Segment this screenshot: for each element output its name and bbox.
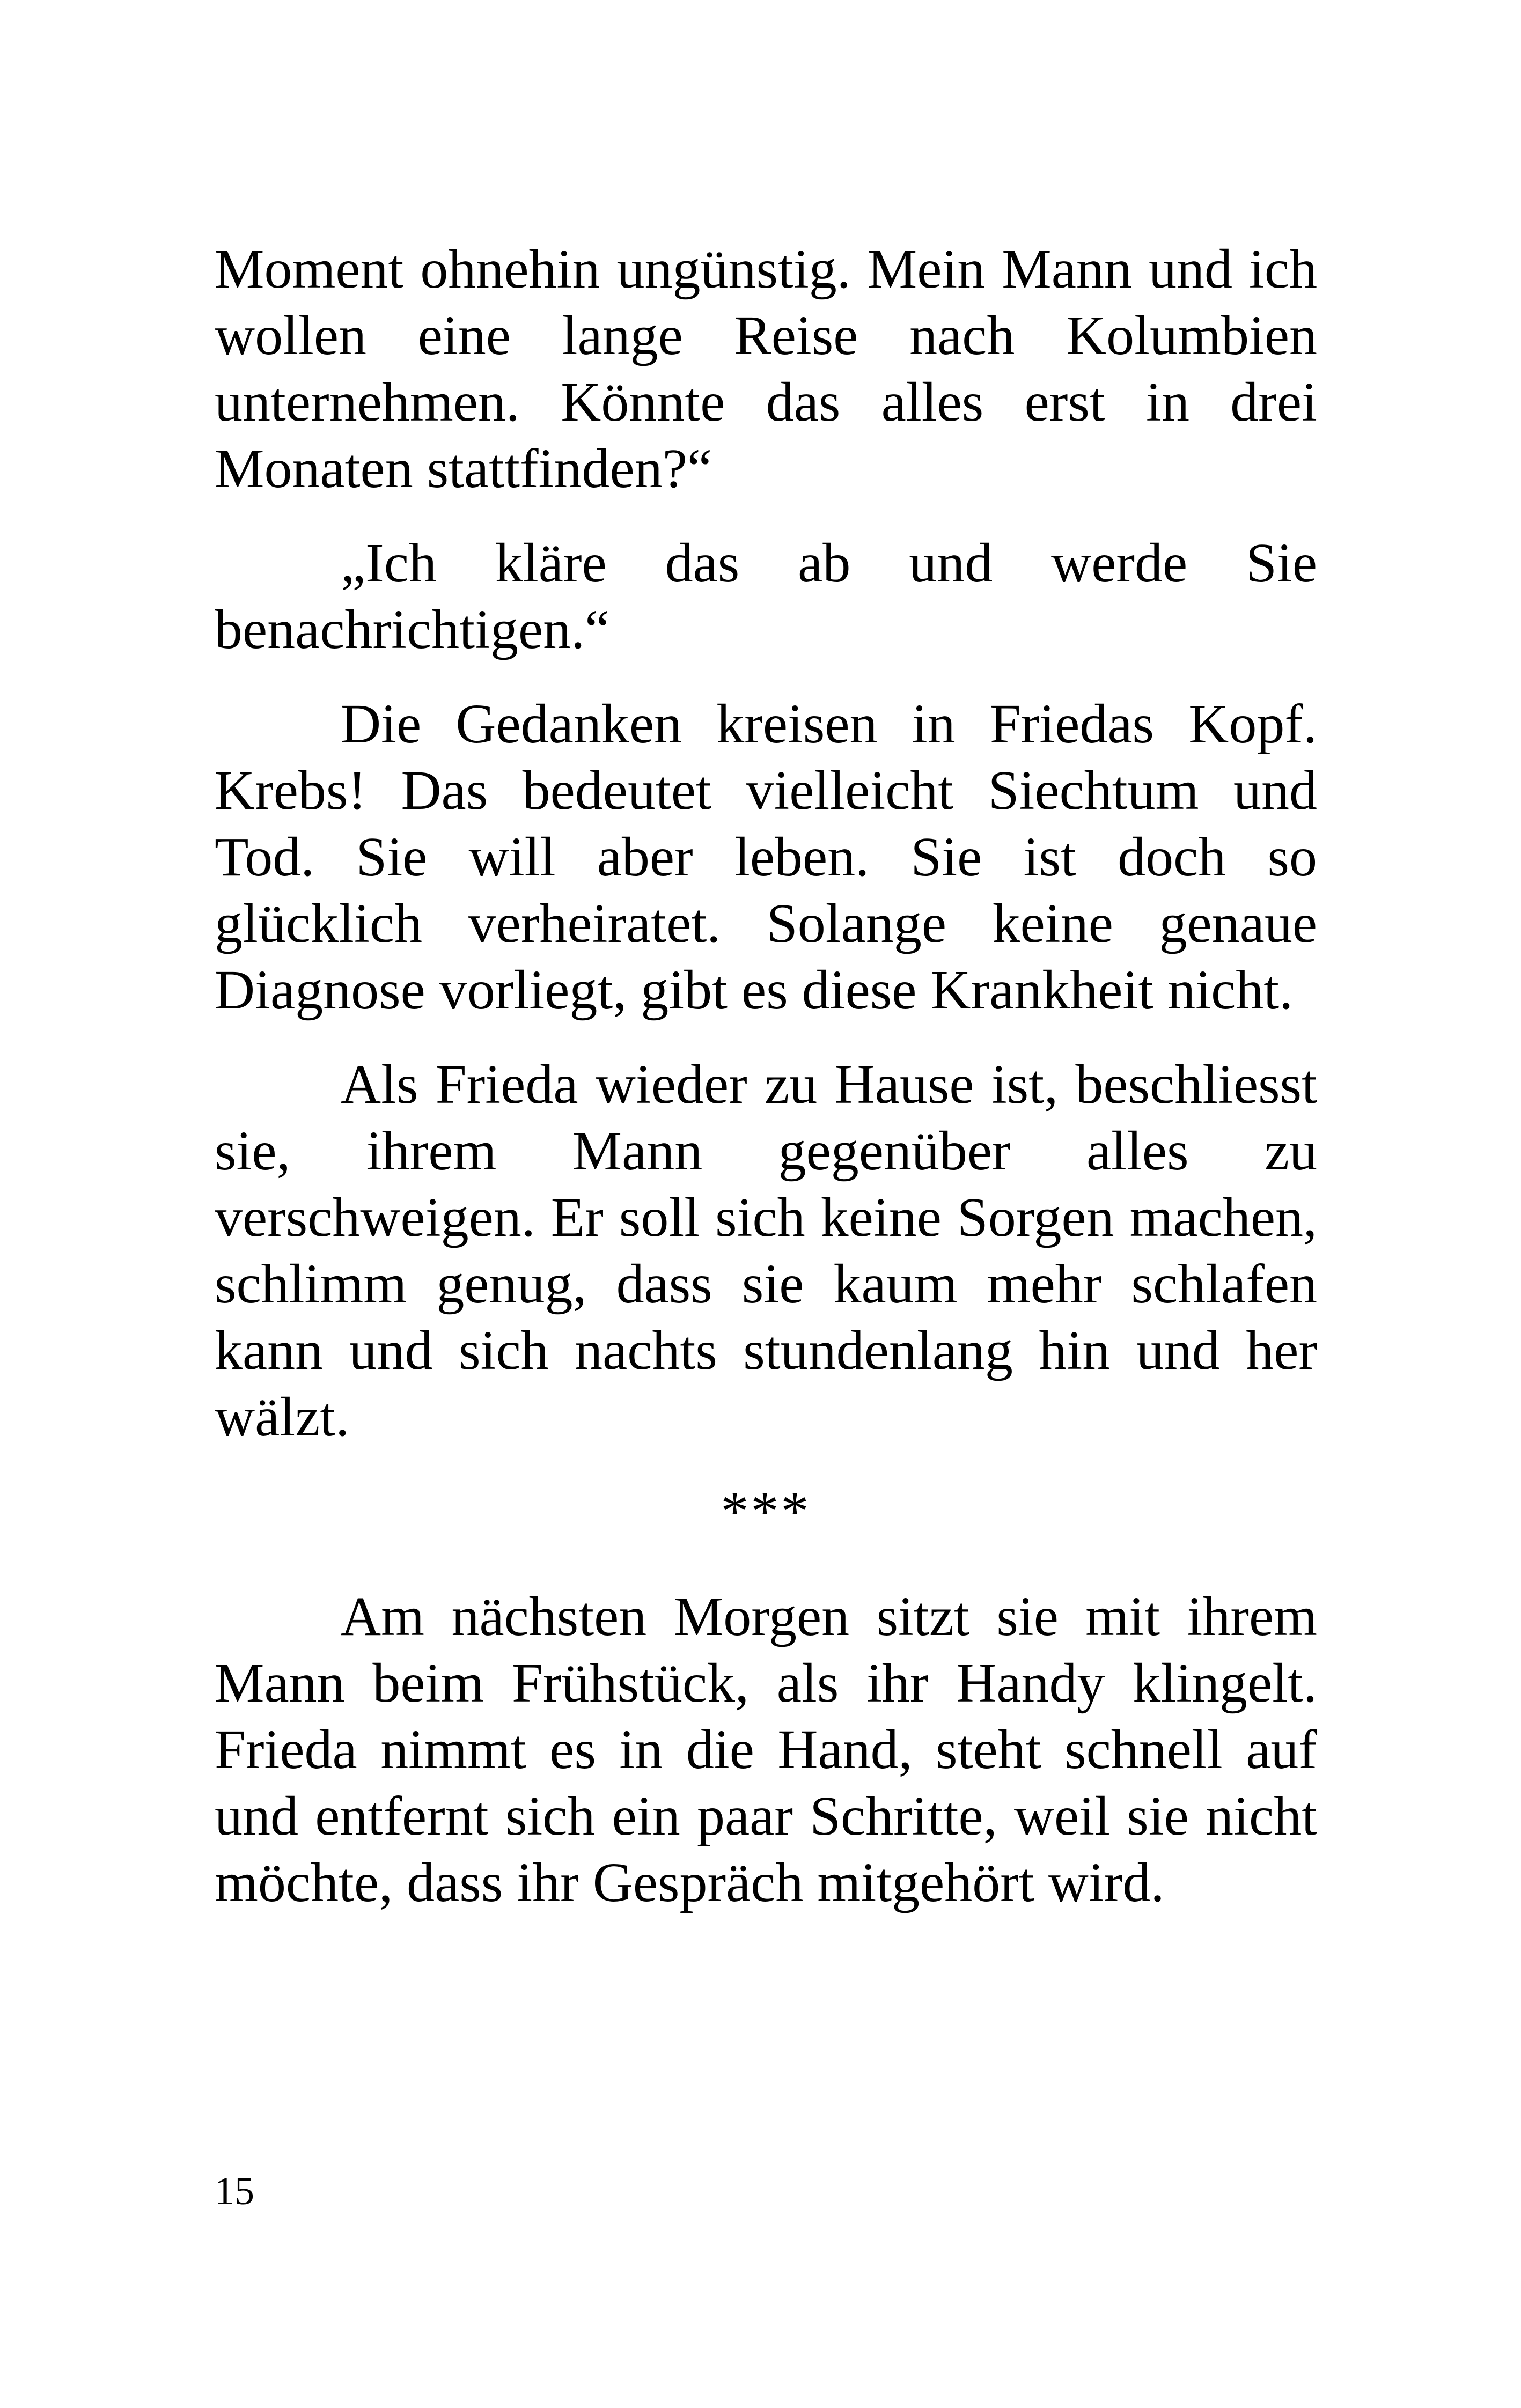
body-text xyxy=(215,236,1317,1944)
paragraph: Die Gedanken kreisen in Friedas Kopf. Krebs! Das bedeutet vielleicht Siechtum und Tod. Sie will aber leben. Sie ist doch so glücklich verheiratet. Solange keine genaue Diagnose vorliegt, gibt es diese Krankheit nicht. xyxy=(215,693,1317,1021)
page-number: 15 xyxy=(215,2169,254,2213)
section-separator: *** xyxy=(721,1481,811,1542)
paragraph: „Ich kläre das ab und werde Sie benachrichtigen.“ xyxy=(215,532,1317,660)
paragraph: Als Frieda wieder zu Hause ist, beschliesst sie, ihrem Mann gegenüber alles zu verschweigen. Er soll sich keine Sorgen machen, schlimm genug, dass sie kaum mehr schlafen kann und sich nachts stundenlang hin und her wälzt. xyxy=(215,1054,1317,1448)
paragraph-continued: Moment ohnehin ungünstig. Mein Mann und ich wollen eine lange Reise nach Kolumbien unternehmen. Könnte das alles erst in drei Monaten stattfinden?“ xyxy=(215,238,1317,499)
paragraph: Am nächsten Morgen sitzt sie mit ihrem Mann beim Frühstück, als ihr Handy klingelt. Frieda nimmt es in die Hand, steht schnell auf und entfernt sich ein paar Schritte, weil sie nicht möchte, dass ihr Gespräch mitgehört wird. xyxy=(215,1586,1317,1913)
